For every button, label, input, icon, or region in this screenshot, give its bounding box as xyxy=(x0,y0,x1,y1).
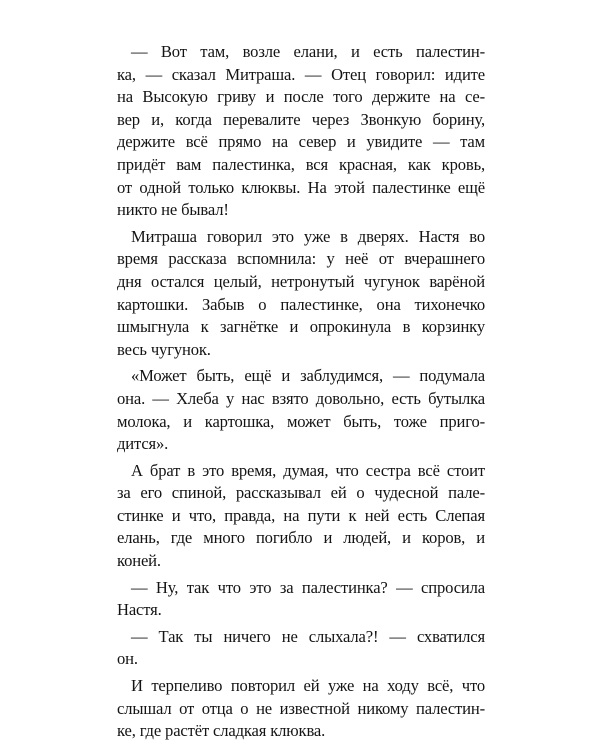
text-line: дня остался целый, нетронутый чугунок варёной xyxy=(117,271,485,291)
text-line: придёт вам палестинка, вся красная, как кровь, xyxy=(117,154,485,174)
paragraph-4 xyxy=(117,460,485,573)
paragraph-7 xyxy=(117,675,485,743)
book-page xyxy=(117,41,485,741)
paragraph-2 xyxy=(117,226,485,362)
text-line: весь чугунок. xyxy=(117,339,211,359)
text-line: «Может быть, ещё и заблудимся, — подумала xyxy=(131,366,485,386)
text-line: И терпеливо повторил ей уже на ходу всё, что xyxy=(131,676,485,696)
text-line: вер и, когда перевалите через Звонкую борину, xyxy=(117,109,485,129)
text-line: ка, — сказал Митраша. — Отец говорил: идите xyxy=(117,64,485,84)
text-line: никто не бывал! xyxy=(117,200,229,220)
paragraph-3 xyxy=(117,365,485,455)
text-line: она. — Хлеба у нас взято довольно, есть бутылка xyxy=(117,388,485,408)
text-line: молока, и картошка, может быть, тоже приго- xyxy=(117,411,485,431)
text-line: дится». xyxy=(117,434,169,454)
text-line: он. xyxy=(117,649,138,669)
text-line: от одной только клюквы. На этой палестинке ещё xyxy=(117,177,485,197)
text-line: елань, где много погибло и людей, и коров, и xyxy=(117,528,485,548)
text-line: время рассказа вспомнила: у неё от вчерашнего xyxy=(117,249,485,269)
text-line: держите всё прямо на север и увидите — там xyxy=(117,132,485,152)
text-line: шмыгнула к загнётке и опрокинула в корзинку xyxy=(117,317,485,337)
text-line: ке, где растёт сладкая клюква. xyxy=(117,721,326,741)
text-line: коней. xyxy=(117,551,161,571)
text-line: — Ну, так что это за палестинка? — спросила xyxy=(131,577,485,597)
text-line: на Высокую гриву и после того держите на се- xyxy=(117,87,485,107)
text-line: картошки. Забыв о палестинке, она тихонечко xyxy=(117,294,485,314)
text-line: стинке и что, правда, на пути к ней есть Слепая xyxy=(117,505,485,525)
text-line: слышал от отца о не известной никому палестин- xyxy=(117,698,485,718)
paragraph-6 xyxy=(117,626,485,671)
text-line: Настя. xyxy=(117,600,162,620)
paragraph-1 xyxy=(117,41,485,222)
text-line: — Так ты ничего не слыхала?! — схватился xyxy=(131,626,485,646)
text-line: — Вот там, возле елани, и есть палестин- xyxy=(131,42,485,61)
text-line: А брат в это время, думая, что сестра всё стоит xyxy=(131,460,485,480)
text-line: Митраша говорил это уже в дверях. Настя во xyxy=(131,226,485,246)
text-line: за его спиной, рассказывал ей о чудесной пале- xyxy=(117,483,485,503)
paragraph-5 xyxy=(117,577,485,622)
